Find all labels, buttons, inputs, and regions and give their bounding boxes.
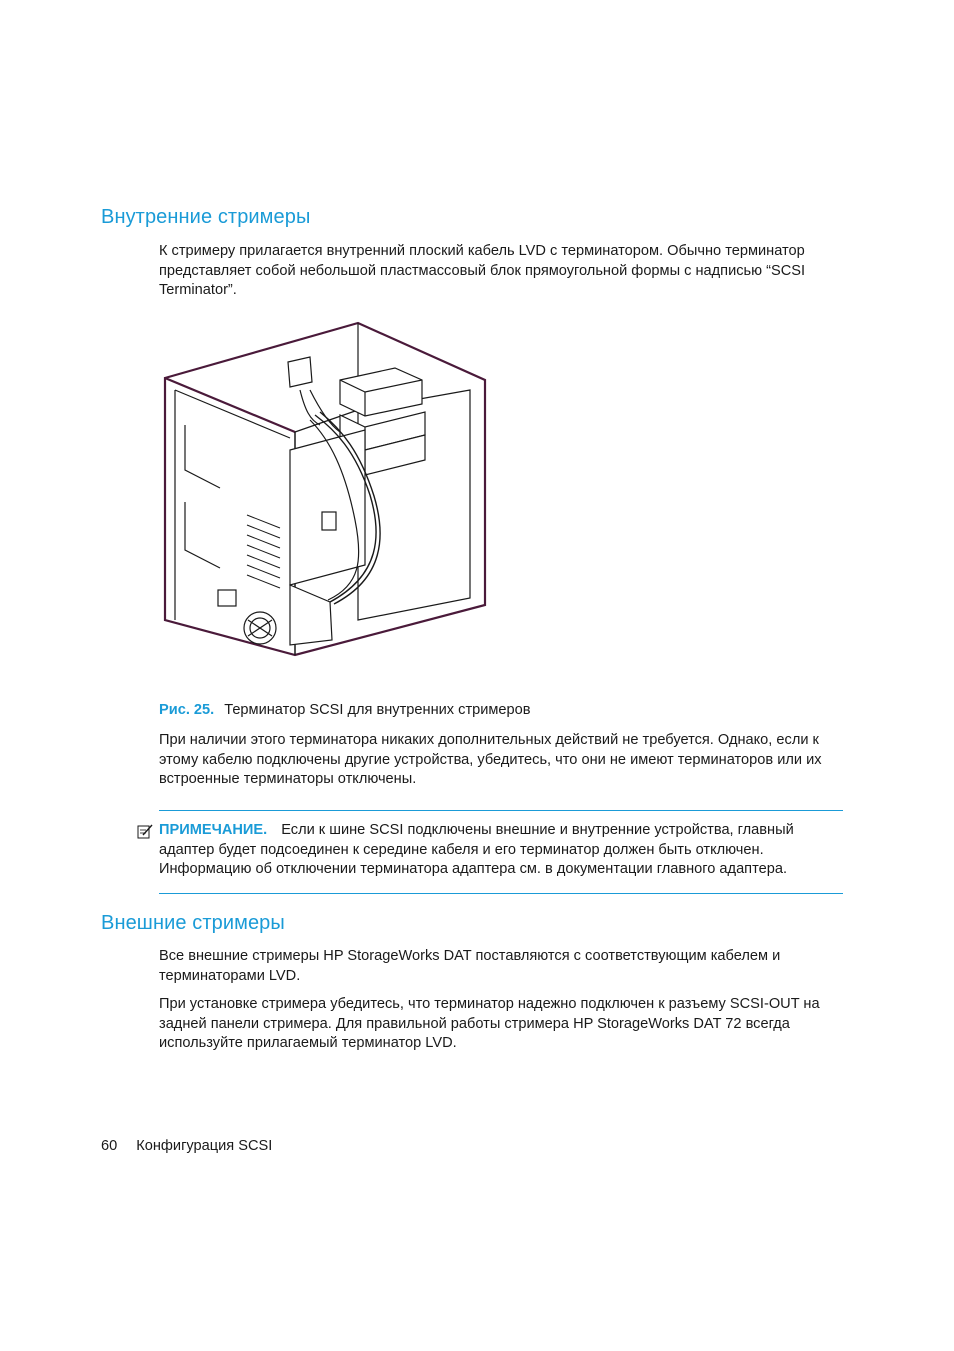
page-footer	[101, 1138, 272, 1154]
section-heading-external: Внешние стримеры	[101, 912, 285, 934]
note-text: Если к шине SCSI подключены внешние и внутренние устройства, главный адаптер будет подсоединен к середине кабеля и его терминатор должен быть отключен. Информацию об отключении терминатора адаптера см. в документации главного адаптера.	[159, 822, 794, 877]
computer-case-illustration	[160, 320, 490, 670]
note-pencil-icon	[137, 823, 153, 839]
note-label: ПРИМЕЧАНИЕ.	[159, 822, 268, 838]
external-paragraph-2: При установке стримера убедитесь, что терминатор надежно подключен к разъему SCSI-OUT на задней панели стримера. Для правильной работы стримера HP StorageWorks DAT 72 всегда используйте прилагаемый терминатор LVD.	[159, 996, 820, 1051]
note-top-rule	[159, 810, 843, 811]
page-number: 60	[101, 1138, 118, 1154]
after-figure-paragraph: При наличии этого терминатора никаких дополнительных действий не требуется. Однако, если к этому кабелю подключены другие устройства, убедитесь, что они не имеют терминаторов или их встроенные терминаторы отключены.	[159, 732, 822, 787]
external-paragraph-1: Все внешние стримеры HP StorageWorks DAT поставляются с соответствующим кабелем и терминаторами LVD.	[159, 948, 781, 984]
section-heading-internal: Внутренние стримеры	[101, 206, 311, 228]
internal-paragraph: К стримеру прилагается внутренний плоский кабель LVD с терминатором. Обычно терминатор представляет собой небольшой пластмассовый блок прямоугольной формы с надписью “SCSI Terminator”.	[159, 243, 806, 298]
footer-chapter: Конфигурация SCSI	[136, 1138, 273, 1154]
figure-computer-case	[160, 320, 490, 670]
figure-caption	[159, 701, 531, 720]
figure-caption-text: Терминатор SCSI для внутренних стримеров	[224, 702, 531, 718]
note-block	[159, 821, 849, 880]
figure-caption-label: Рис. 25.	[159, 702, 215, 718]
note-bottom-rule	[159, 893, 843, 894]
